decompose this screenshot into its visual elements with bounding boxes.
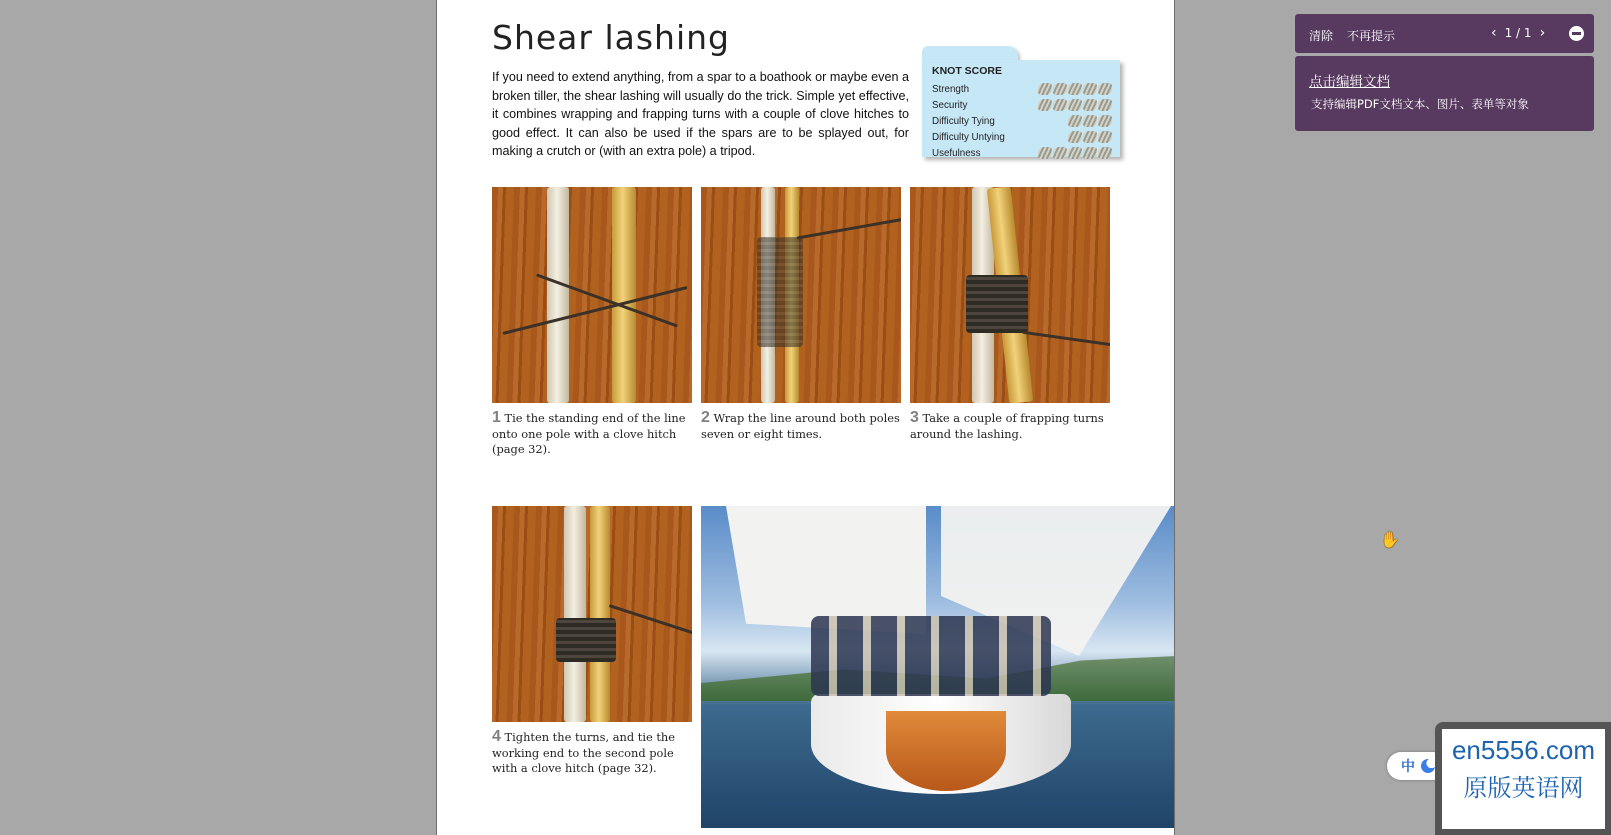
sailboat-photo: [701, 506, 1175, 828]
frapping-turns: [966, 275, 1028, 333]
step-text: Tie the standing end of the line onto one pole with a clove hitch (page 32).: [492, 411, 686, 457]
hand-cursor-icon: ✋: [1380, 530, 1400, 549]
knot-icon: [1053, 99, 1067, 111]
minimize-icon[interactable]: [1569, 26, 1584, 41]
lashing: [556, 618, 616, 662]
watermark-box: [1442, 729, 1605, 829]
knot-score-row: [932, 130, 1112, 146]
edit-document-link[interactable]: 点击编辑文档: [1309, 74, 1390, 90]
knot-icon: [1068, 99, 1082, 111]
rope: [797, 217, 901, 239]
step-text: Wrap the line around both poles seven or eight times.: [701, 411, 900, 441]
step-1-caption: [492, 410, 687, 458]
knot-score-card: [922, 46, 1120, 157]
knot-score-row: [932, 146, 1112, 162]
knot-score-label: Strength: [932, 84, 970, 95]
knot-rating: [1068, 115, 1112, 128]
step-number: 1: [492, 409, 501, 426]
mainsail: [726, 506, 926, 634]
pdf-page: [436, 0, 1175, 835]
step-number: 4: [492, 728, 501, 745]
knot-icon: [1068, 115, 1082, 127]
step-number: 2: [701, 409, 710, 426]
knot-score-label: Difficulty Tying: [932, 116, 995, 127]
panel-body: [1295, 56, 1594, 131]
knot-rating: [1038, 147, 1112, 160]
step-1-photo: [492, 187, 692, 403]
knot-icon: [1083, 147, 1097, 159]
ime-chinese-label: 中: [1401, 759, 1415, 775]
rope: [609, 604, 692, 635]
page-title: Shear lashing: [492, 18, 730, 57]
watermark-name: 原版英语网: [1463, 774, 1584, 802]
no-remind-button[interactable]: 不再提示: [1347, 29, 1396, 43]
intro-paragraph: If you need to extend anything, from a spar to a boathook or maybe even a broken tiller, the shear lashing will usually do the trick. Simple yet effective, it combines wrapping and frapping turns with a couple of clove hitches to good effect. It can also be used if the spars are to be splayed out, for making a crutch or (with an extra pole) a tripod.: [492, 70, 909, 159]
knot-icon: [1068, 147, 1082, 159]
knot-icon: [1038, 99, 1052, 111]
knot-score-label: Security: [932, 100, 968, 111]
knot-score-row: [932, 82, 1112, 98]
knot-score-title: KNOT SCORE: [932, 65, 1003, 77]
knot-score-label: Usefulness: [932, 148, 981, 159]
panel-toolbar: [1295, 14, 1594, 53]
clear-button[interactable]: 清除: [1309, 29, 1334, 43]
yellow-pole: [590, 506, 610, 722]
edit-description: 支持编辑PDF文档文本、图片、表单等对象: [1311, 97, 1529, 111]
crew: [811, 616, 1051, 696]
step-3-photo: [910, 187, 1110, 403]
knot-score-body: [922, 60, 1120, 157]
knot-icon: [1038, 83, 1052, 95]
knot-icon: [1053, 147, 1067, 159]
knot-score-label: Difficulty Untying: [932, 132, 1005, 143]
knot-icon: [1083, 83, 1097, 95]
knot-score-row: [932, 114, 1112, 130]
knot-score-row: [932, 98, 1112, 114]
step-4-photo: [492, 506, 692, 722]
next-page-icon[interactable]: ›: [1539, 25, 1546, 41]
step-4-caption: [492, 729, 692, 777]
knot-icon: [1098, 131, 1112, 143]
knot-icon: [1098, 83, 1112, 95]
knot-icon: [1098, 115, 1112, 127]
wrapping-turns: [757, 237, 803, 347]
knot-icon: [1068, 131, 1082, 143]
knot-rating: [1068, 131, 1112, 144]
watermark-logo[interactable]: [1435, 722, 1611, 835]
wood-transom: [886, 711, 1006, 791]
white-pole: [547, 187, 569, 403]
pager: [1491, 25, 1545, 41]
step-text: Take a couple of frapping turns around the lashing.: [910, 411, 1104, 441]
page-indicator: 1 / 1: [1504, 26, 1532, 40]
knot-rating: [1038, 83, 1112, 96]
knot-rating: [1038, 99, 1112, 112]
knot-icon: [1038, 147, 1052, 159]
prev-page-icon[interactable]: ‹: [1491, 25, 1497, 41]
knot-icon: [1098, 147, 1112, 159]
step-2-caption: [701, 410, 901, 442]
knot-icon: [1053, 83, 1067, 95]
knot-icon: [1083, 115, 1097, 127]
step-2-photo: [701, 187, 901, 403]
step-number: 3: [910, 409, 919, 426]
step-3-caption: [910, 410, 1110, 442]
step-text: Tighten the turns, and tie the working end to the second pole with a clove hitch (page 32).: [492, 730, 676, 776]
yellow-pole: [612, 187, 636, 403]
edit-hint-panel: [1295, 14, 1594, 131]
rope: [502, 286, 687, 335]
knot-icon: [1068, 83, 1082, 95]
moon-icon: [1421, 759, 1435, 773]
knot-icon: [1098, 99, 1112, 111]
white-pole: [564, 506, 586, 722]
knot-icon: [1083, 131, 1097, 143]
watermark-site: en5556.com: [1451, 735, 1596, 765]
knot-icon: [1083, 99, 1097, 111]
rope: [1022, 331, 1110, 346]
